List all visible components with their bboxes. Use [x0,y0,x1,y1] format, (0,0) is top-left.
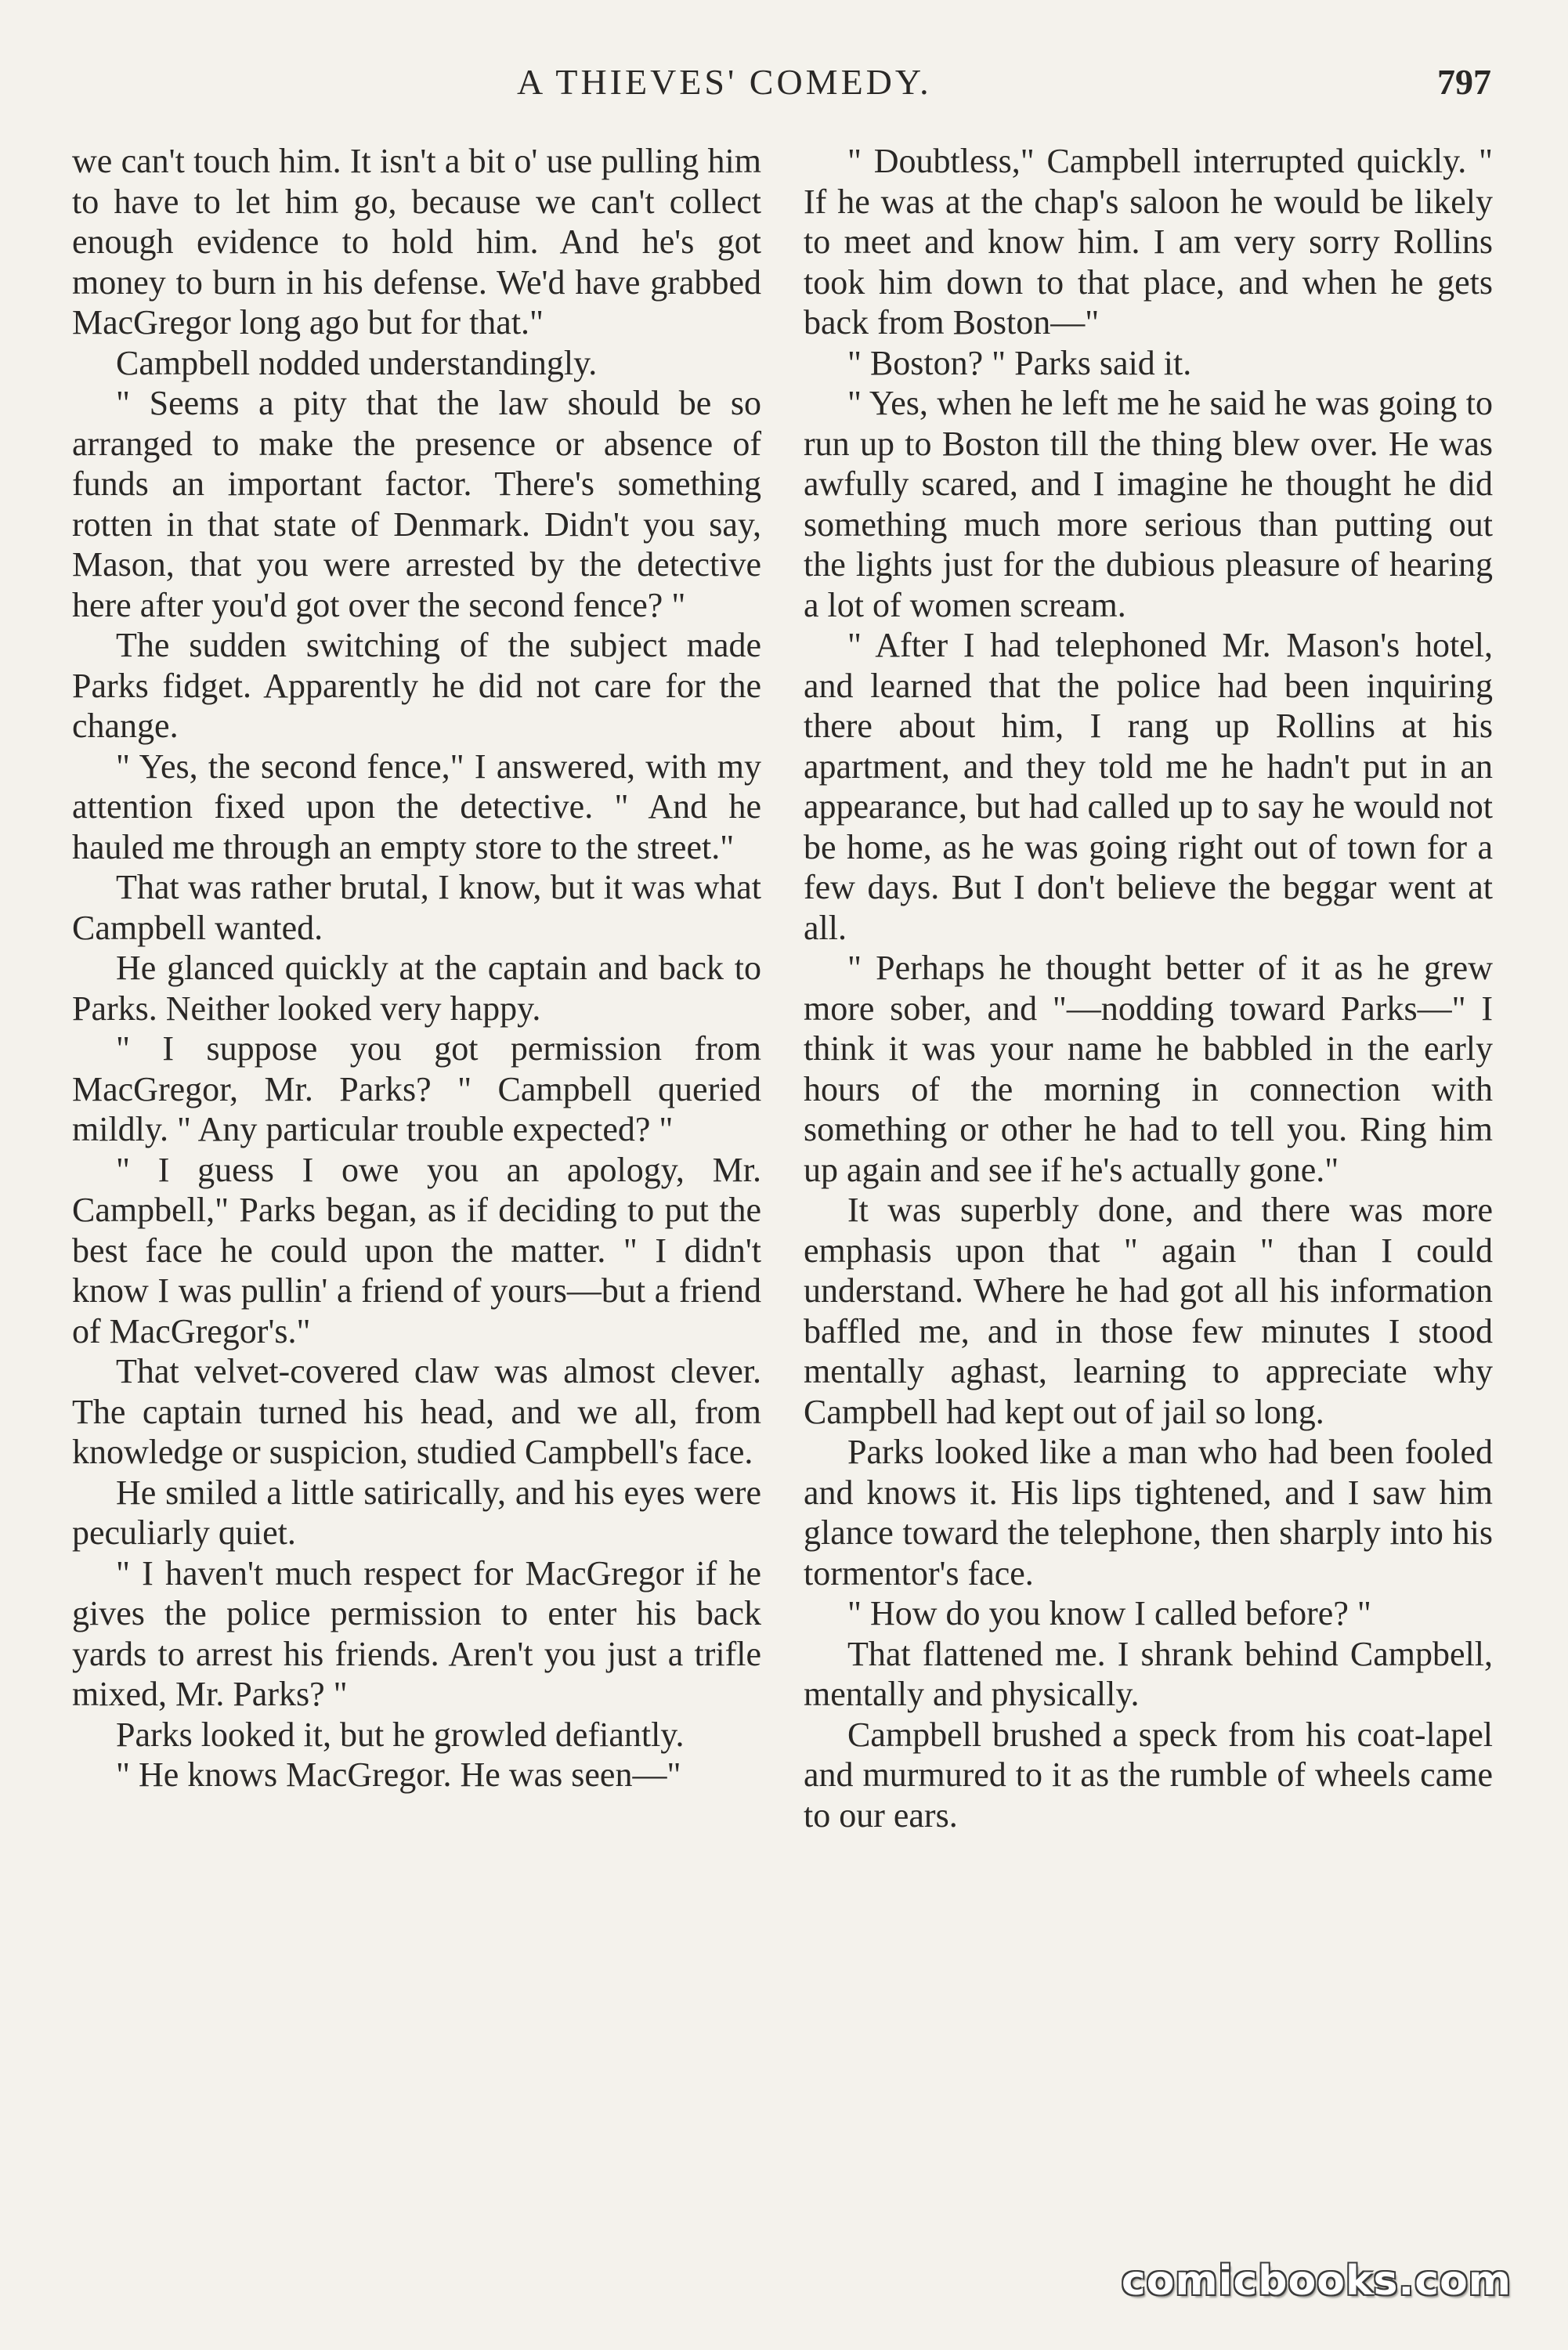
paragraph: Campbell nodded understandingly. [116,343,598,382]
paragraph: " Seems a pity that the law should be so arranged to make the presence or absence of funds an important factor. There's something rotten in that state of Denmark. Didn't you say, Mason, that you were arrested by the detective here after you'd got over the second fence? " [72,384,761,624]
watermark-logo: comicbooks.com [1121,2258,1512,2305]
paragraph: " Yes, when he left me he said he was going to run up to Boston till the thing blew over. He was awfully scared, and I imagine he thought he did something much more serious than putting out the lights just for the dubious pleasure of hearing a lot of women scream. [804,384,1493,624]
paragraph: we can't touch him. It isn't a bit o' use pulling him to have to let him go, because we can't collect enough evidence to hold him. And he's got money to burn in his defense. We'd have grabbed MacGregor long ago but for that." [72,142,761,342]
paragraph: He smiled a little satirically, and his eyes were peculiarly quiet. [72,1473,761,1552]
paragraph: Parks looked like a man who had been fooled and knows it. His lips tightened, and I saw him glance toward the telephone, then sharply into his tormentor's face. [804,1433,1493,1593]
paragraph: " How do you know I called before? " [847,1594,1371,1632]
paragraph: That velvet-covered claw was almost clever. The captain turned his head, and we all, from knowledge or suspicion, studied Campbell's face. [72,1352,761,1471]
running-title: A THIEVES' COMEDY. [517,62,932,102]
paragraph: " I haven't much respect for MacGregor if he gives the police permission to enter his back yards to arrest his friends. Aren't you just a trifle mixed, Mr. Parks? " [72,1553,761,1713]
paragraph: " He knows MacGregor. He was seen—" [116,1755,681,1794]
paragraph: " Yes, the second fence," I answered, with my attention fixed upon the detective. " And he hauled me through an empty store to the street." [72,747,761,866]
paragraph: " I guess I owe you an apology, Mr. Campbell," Parks began, as if deciding to put the best face he could upon the matter. " I didn't know I was pullin' a friend of yours—but a friend of MacGregor's." [72,1150,761,1350]
paragraph: " After I had telephoned Mr. Mason's hotel, and learned that the police had been inquiring there about him, I rang up Rollins at his apartment, and they told me he hadn't put in an appearance, but had called up to say he would not be home, as he was going right out of town for a few days. But I don't believe the beggar went at all. [804,626,1493,947]
paragraph: The sudden switching of the subject made Parks fidget. Apparently he did not care for the change. [72,626,761,745]
paragraph: Parks looked it, but he growled defiantly. [116,1715,685,1754]
paragraph: Campbell brushed a speck from his coat-lapel and murmured to it as the rumble of wheels came to our ears. [804,1715,1493,1835]
left-column [72,141,761,1795]
paragraph: That was rather brutal, I know, but it was what Campbell wanted. [72,868,761,947]
paragraph: " Perhaps he thought better of it as he grew more sober, and "—nodding toward Parks—" I think it was your name he babbled in the early hours of the morning in connection with something or other he had to tell you. Ring him up again and see if he's actually gone." [804,949,1493,1189]
paragraph: That flattened me. I shrank behind Campbell, mentally and physically. [804,1634,1493,1713]
right-column [804,141,1493,1835]
paragraph: " Doubtless," Campbell interrupted quickly. " If he was at the chap's saloon he would be likely to meet and know him. I am very sorry Rollins took him down to that place, and when he gets back from Boston—" [804,142,1493,342]
paragraph: It was superbly done, and there was more emphasis upon that " again " than I could understand. Where he had got all his information baffled me, and in those few minutes I stood mentally aghast, learning to appreciate why Campbell had kept out of jail so long. [804,1191,1493,1431]
paragraph: He glanced quickly at the captain and back to Parks. Neither looked very happy. [72,949,761,1028]
paragraph: " I suppose you got permission from MacGregor, Mr. Parks? " Campbell queried mildly. " Any particular trouble expected? " [72,1029,761,1148]
page-number: 797 [1437,62,1491,102]
paragraph: " Boston? " Parks said it. [847,343,1192,382]
running-header [0,61,1568,116]
